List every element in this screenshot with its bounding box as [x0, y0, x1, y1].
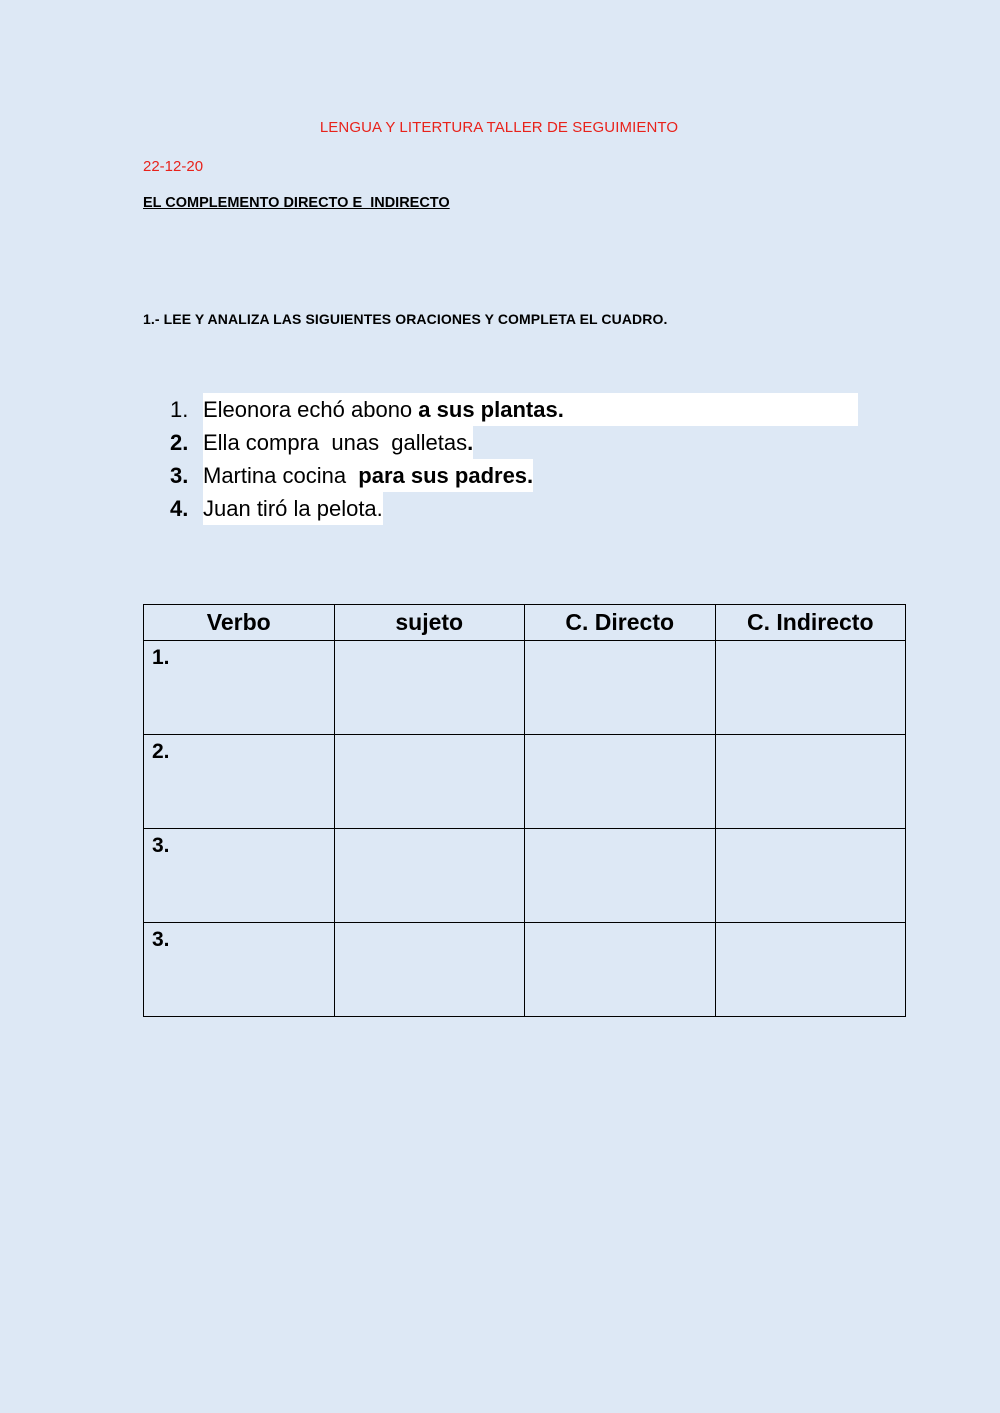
- c-indirecto-cell[interactable]: [715, 735, 906, 829]
- table-row: [144, 829, 906, 923]
- exercise-instruction: 1.- LEE Y ANALIZA LAS SIGUIENTES ORACIONES Y COMPLETA EL CUADRO.: [143, 311, 668, 327]
- header-verbo: Verbo: [144, 605, 335, 641]
- header-sujeto: sujeto: [334, 605, 525, 641]
- sentence-item: [170, 426, 858, 459]
- sentence-text-bold: a sus plantas.: [418, 397, 564, 422]
- sentence-item: [170, 393, 858, 426]
- c-indirecto-cell[interactable]: [715, 641, 906, 735]
- c-indirecto-cell[interactable]: [715, 923, 906, 1017]
- sentence-number: 1.: [170, 396, 189, 422]
- sentence-text-part: Ella compra unas galletas: [203, 430, 468, 455]
- c-directo-cell[interactable]: [525, 735, 716, 829]
- c-indirecto-cell[interactable]: [715, 829, 906, 923]
- table-row: [144, 923, 906, 1017]
- sentence-text: [203, 459, 533, 492]
- sentence-text: [203, 426, 473, 459]
- header-c-indirecto: C. Indirecto: [715, 605, 906, 641]
- sentence-text-part: Martina cocina: [203, 463, 359, 488]
- sentence-list: [170, 393, 858, 525]
- header-c-directo: C. Directo: [525, 605, 716, 641]
- verbo-cell[interactable]: [144, 923, 335, 1017]
- c-directo-cell[interactable]: [525, 641, 716, 735]
- table-header-row: [144, 605, 906, 641]
- row-number: 3.: [152, 834, 170, 857]
- sentence-text-part: Eleonora echó abono: [203, 397, 419, 422]
- sentence-text-part: Juan tiró la pelota.: [203, 496, 383, 521]
- analysis-table: [143, 604, 906, 1017]
- date-text: 22-12-20: [143, 158, 204, 175]
- sentence-item: [170, 492, 858, 525]
- sujeto-cell[interactable]: [334, 829, 525, 923]
- sentence-text-bold: para sus padres.: [358, 463, 534, 488]
- c-directo-cell[interactable]: [525, 829, 716, 923]
- sujeto-cell[interactable]: [334, 641, 525, 735]
- sujeto-cell[interactable]: [334, 923, 525, 1017]
- sentence-item: [170, 459, 858, 492]
- sentence-text: [203, 492, 383, 525]
- sentence-number: 3.: [170, 462, 189, 488]
- table-row: [144, 735, 906, 829]
- verbo-cell[interactable]: [144, 829, 335, 923]
- section-subtitle: EL COMPLEMENTO DIRECTO E INDIRECTO: [143, 195, 450, 211]
- table-row: [144, 641, 906, 735]
- sentence-text: [203, 393, 858, 426]
- row-number: 1.: [152, 646, 170, 669]
- c-directo-cell[interactable]: [525, 923, 716, 1017]
- verbo-cell[interactable]: [144, 641, 335, 735]
- page-title: LENGUA Y LITERTURA TALLER DE SEGUIMIENTO: [319, 119, 679, 136]
- sentence-number: 2.: [170, 429, 189, 455]
- row-number: 2.: [152, 740, 170, 763]
- row-number: 3.: [152, 928, 170, 951]
- verbo-cell[interactable]: [144, 735, 335, 829]
- sujeto-cell[interactable]: [334, 735, 525, 829]
- sentence-text-bold: .: [467, 430, 474, 455]
- sentence-number: 4.: [170, 495, 189, 521]
